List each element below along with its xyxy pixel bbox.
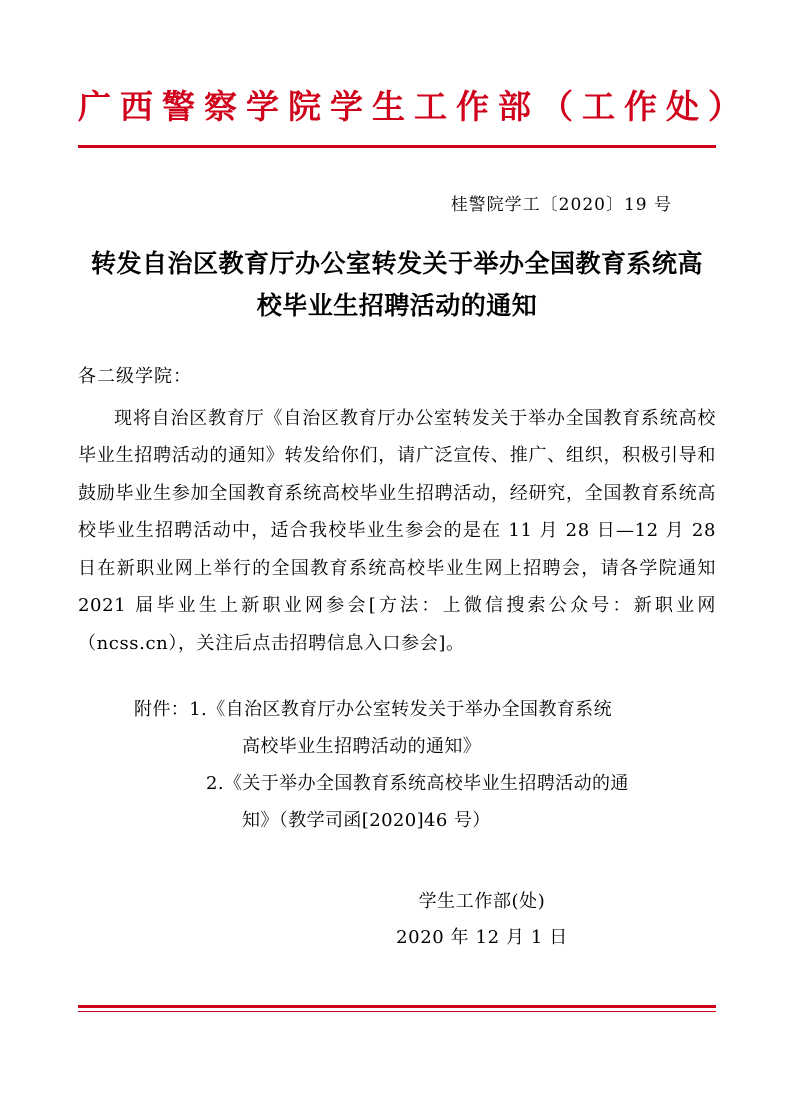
signature-block xyxy=(78,884,716,956)
letterhead xyxy=(78,0,750,148)
attachment-title-line-1: 《自治区教育厅办公室转发关于举办全国教育系统 xyxy=(207,699,612,720)
signature-issuer: 学生工作部(处) xyxy=(418,890,546,912)
attachment-item xyxy=(78,692,716,729)
footer-divider-thin xyxy=(78,1011,716,1012)
attachment-index: 2. xyxy=(206,772,224,794)
attachment-title-line-2: 知》（教学司函[2020]46 号） xyxy=(242,809,491,831)
letterhead-divider xyxy=(78,145,716,148)
signature-date: 2020 年 12 月 1 日 xyxy=(396,926,568,948)
attachment-title-line-2: 高校毕业生招聘活动的通知》 xyxy=(242,735,482,757)
document-number: 桂警院学工〔2020〕19 号 xyxy=(450,195,672,216)
footer-divider xyxy=(78,1005,716,1012)
attachment-index: 1. xyxy=(189,699,208,720)
salutation: 各二级学院： xyxy=(78,365,192,387)
attachment-item xyxy=(78,766,716,803)
page-title: 转发自治区教育厅办公室转发关于举办全国教育系统高校毕业生招聘活动的通知 xyxy=(90,249,703,320)
body-paragraph: 现将自治区教育厅《自治区教育厅办公室转发关于举办全国教育系统高校毕业生招聘活动的通知》转发给你们，请广泛宣传、推广、组织，积极引导和鼓励毕业生参加全国教育系统高校毕业生招聘活动，经研究，全国教育系统高校毕业生招聘活动中，适合我校毕业生参会的是在 11 月 28 日—12 月 28 日在新职业网上举行的全国教育系统高校毕业生网上招聘会，请各学院通知 2021 届毕业生上新职业网参会[方法：上微信搜索公众号：新职业网（ncss.cn），关注后点击招聘信息入口参会]。 xyxy=(78,407,716,654)
attachment-label: 附件： xyxy=(134,699,190,720)
attachment-label-and-index xyxy=(78,692,207,729)
attachment-title-line-1: 《关于举办全国教育系统高校毕业生招聘活动的通 xyxy=(223,772,629,794)
footer-divider-thick xyxy=(78,1005,716,1008)
letterhead-title: 广西警察学院学生工作部（工作处） xyxy=(78,87,750,126)
attachment-list xyxy=(78,692,716,840)
